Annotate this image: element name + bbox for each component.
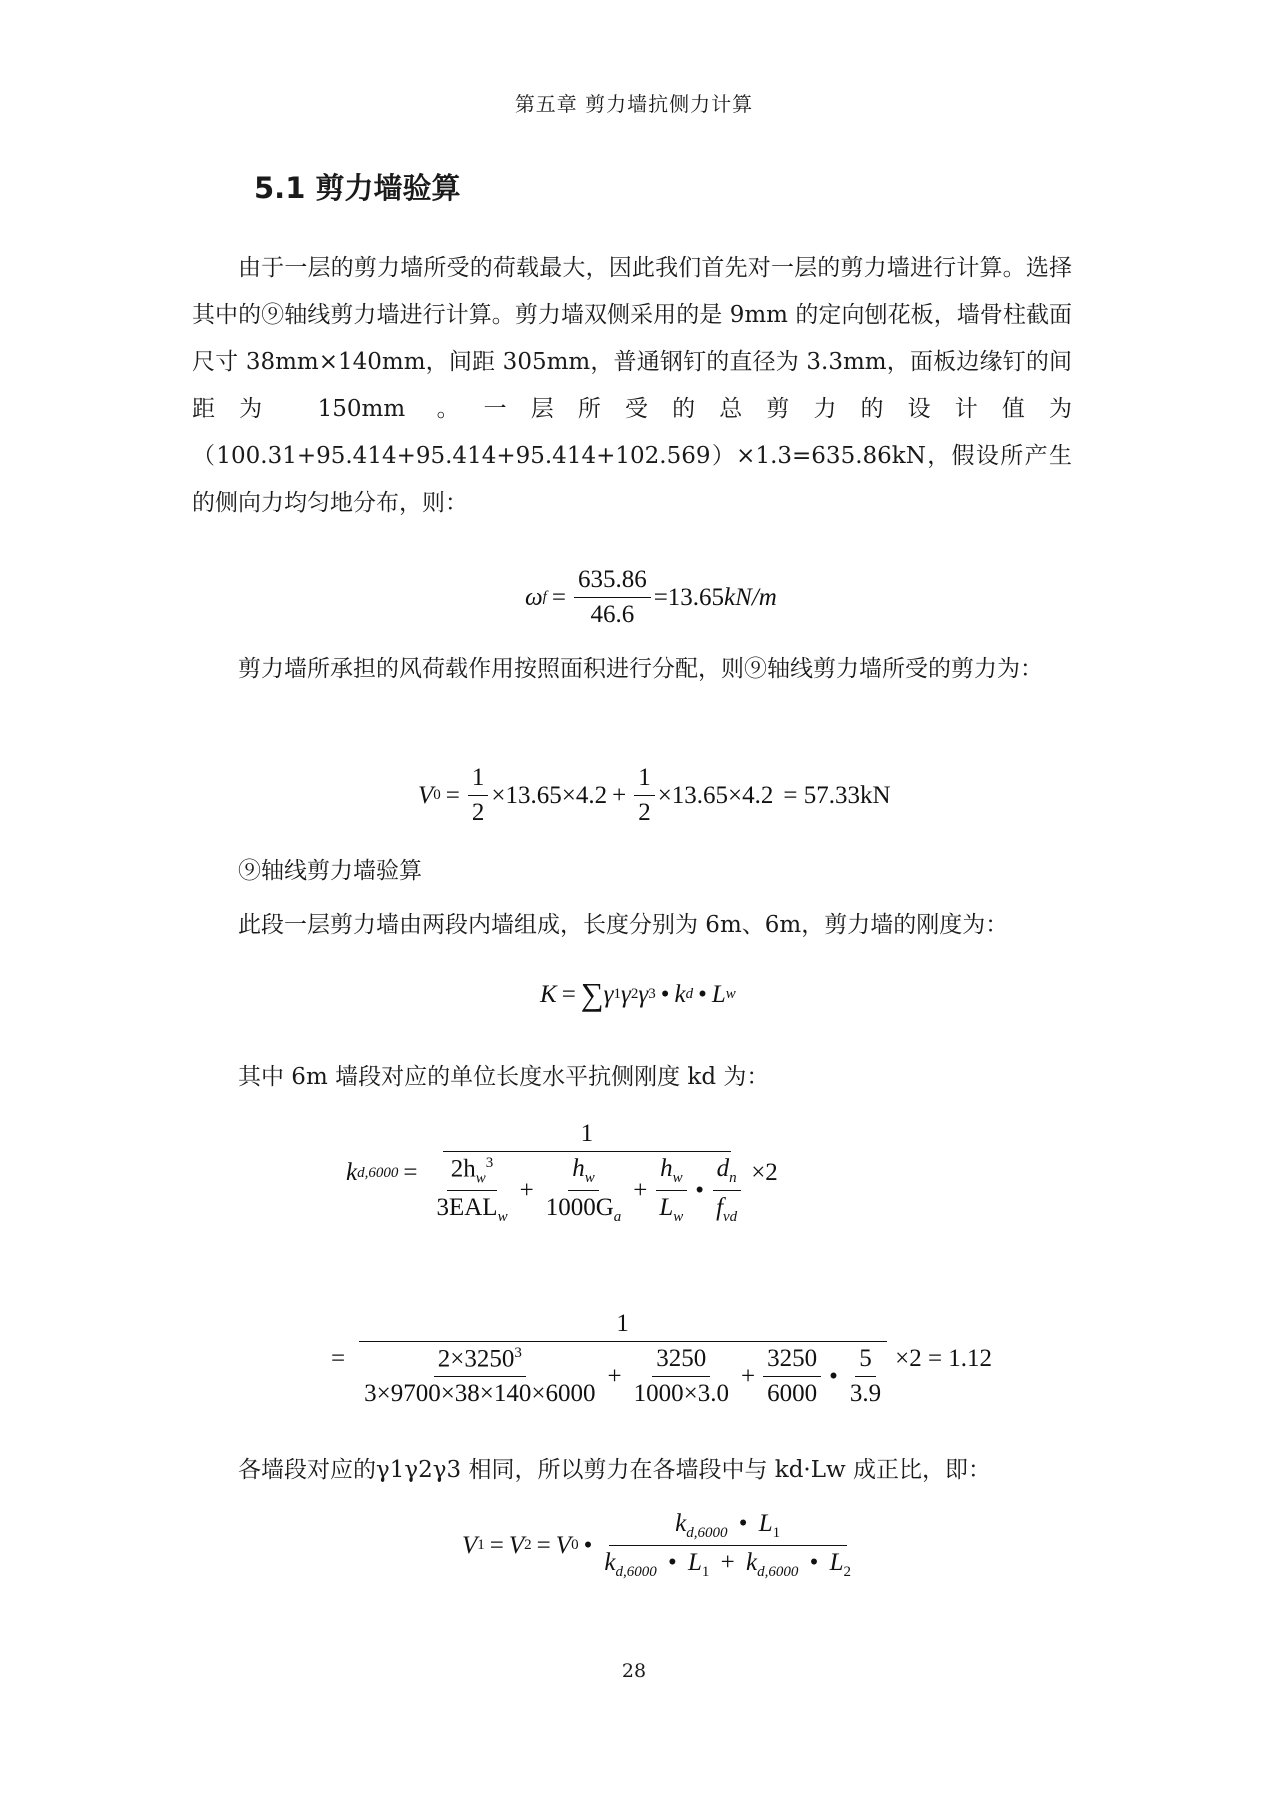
eq-subscript: 2	[843, 1564, 851, 1580]
eq-symbol: k	[745, 1549, 758, 1576]
denominator: f	[716, 1194, 724, 1222]
eq-subscript: d,6000	[757, 1564, 799, 1580]
fraction-main	[353, 1310, 892, 1408]
denominator: L	[659, 1194, 674, 1222]
eq-result: = 57.33kN	[783, 781, 891, 809]
eq-symbol: k	[604, 1549, 616, 1576]
eq-subscript: d,6000	[357, 1164, 399, 1181]
eq-subscript: w	[672, 1170, 683, 1187]
eq-term: ×13.65×4.2	[657, 781, 774, 809]
eq-superscript: 3	[514, 1345, 522, 1361]
numerator: 2h	[450, 1155, 476, 1183]
sum-sign: ∑	[580, 976, 604, 1012]
eq-value: =13.65	[653, 583, 725, 611]
fraction-main	[425, 1120, 748, 1226]
equation-shear-v0: V 0 = $\frac{1}{2}$ ×13.65×4.2 + $\frac{1}{2}$ ×13.65×4.2 = 57.33kN	[418, 764, 891, 826]
eq-symbol: V	[462, 1531, 478, 1559]
fraction	[468, 764, 489, 827]
fraction	[432, 1155, 511, 1226]
denominator: 3EAL	[436, 1194, 498, 1222]
gamma-symbol: γ	[603, 980, 614, 1008]
eq-subscript: d	[685, 986, 694, 1002]
numerator: 2×3250	[437, 1345, 515, 1373]
eq-subscript: d,6000	[615, 1564, 657, 1580]
denominator: 1000×3.0	[633, 1380, 729, 1408]
eq-subscript: 1	[772, 1525, 781, 1541]
eq-subscript: w	[584, 1170, 595, 1187]
numerator: h	[660, 1155, 673, 1183]
eq-symbol: L	[758, 1510, 773, 1537]
paragraph-text: 剪力墙所承担的风荷载作用按照面积进行分配，则⑨轴线剪力墙所受的剪力为：	[238, 656, 1043, 682]
denominator: 46.6	[590, 601, 635, 628]
paragraph-proportional: 各墙段对应的γ1γ2γ3 相同，所以剪力在各墙段中与 kd·Lw 成正比，即：	[238, 1457, 992, 1483]
numerator: 1	[443, 1120, 731, 1152]
denominator: 1000G	[545, 1194, 614, 1222]
fraction	[763, 1345, 821, 1408]
eq-symbol: V	[418, 781, 434, 809]
eq-subscript: n	[729, 1170, 737, 1187]
eq-subscript: a	[613, 1209, 622, 1226]
denominator: 2	[638, 799, 651, 826]
paragraph-text: 由于一层的剪力墙所受的荷载最大，因此我们首先对一层的剪力墙进行计算。选择其中的⑨轴线剪力墙进行计算。剪力墙双侧采用的是 9mm 的定向刨花板，墙骨柱截面尺寸 38mm×140mm，间距 305mm，普通钢钉的直径为 3.3mm，面板边缘钉的间距为 150mm 。一层所受的总剪力的设计值为（100.31+95.414+95.414+95.414+102.569）×1.3=635.86kN，假设所产生的侧向力均匀地分布，则：	[192, 255, 1072, 516]
eq-symbol: K	[540, 980, 557, 1008]
eq-symbol: k	[675, 1510, 687, 1537]
equation-stiffness-k: K = ∑ γ 1 γ 2 γ 3 • k d • L w	[540, 976, 736, 1012]
eq-symbol: V	[508, 1531, 525, 1559]
eq-subscript: 2	[524, 1537, 532, 1553]
numerator: 5	[855, 1345, 876, 1377]
fraction	[846, 1345, 885, 1408]
eq-symbol: V	[555, 1531, 572, 1559]
paragraph-intro	[192, 245, 1072, 527]
eq-subscript: 0	[433, 787, 441, 803]
numerator: 635.86	[574, 566, 651, 598]
fraction	[712, 1155, 741, 1226]
fraction	[634, 764, 655, 827]
eq-superscript: 3	[485, 1155, 494, 1171]
page-number: 28	[621, 1660, 647, 1682]
eq-subscript: 1	[477, 1537, 485, 1553]
eq-subscript: w	[725, 986, 736, 1002]
section-title: 5.1 剪力墙验算	[254, 171, 461, 205]
gamma-symbol: γ	[620, 980, 631, 1008]
eq-subscript: d,6000	[686, 1525, 728, 1541]
subheading: ⑨轴线剪力墙验算	[238, 858, 422, 884]
eq-subscript: 0	[571, 1537, 579, 1553]
fraction	[655, 1155, 687, 1226]
eq-multiplier: ×2	[751, 1159, 778, 1187]
eq-symbol: L	[687, 1549, 702, 1576]
paragraph-kd: 其中 6m 墙段对应的单位长度水平抗侧刚度 kd 为：	[238, 1064, 770, 1090]
numerator: d	[716, 1155, 730, 1183]
fraction	[542, 1155, 626, 1226]
eq-subscript: w	[497, 1209, 508, 1226]
denominator: $\frac{2\times 3250^3}{3\times 9700\times 38\times 140\times 6000}$ + $\frac{3250}{1000\times 3.0}$ + $\frac{3250}{6000}$ • $\frac{5}{3.9}$	[353, 1342, 892, 1408]
eq-symbol: L	[711, 980, 726, 1008]
numerator: 1	[359, 1310, 887, 1342]
eq-symbol: L	[829, 1549, 844, 1576]
numerator: h	[572, 1155, 585, 1183]
denominator: 3×9700×38×140×6000	[364, 1380, 596, 1408]
denominator: 6000	[767, 1380, 818, 1408]
fraction	[574, 566, 651, 629]
eq-term: ×13.65×4.2	[491, 781, 608, 809]
equation-shear-split: V 1 = V 2 = V 0 • $k_{d,6000}$ • $L_1$ $k_{d,6000}$ • $L_1 + k_{d,6000}$ • $L_2$	[462, 1510, 858, 1581]
fraction	[360, 1345, 599, 1408]
equation-kd-formula: k d,6000 = 1 $\frac{2h_w^3}{3EAL_w}$ + $\frac{h_w}{1000G_a}$ + $\frac{h_w}{L_w}$ • $\frac{d_n}{f_{vd}}$ ×2	[346, 1120, 778, 1226]
page-header: 第五章 剪力墙抗侧力计算	[514, 92, 754, 116]
eq-subscript: f	[542, 589, 547, 605]
denominator: 2	[471, 799, 485, 826]
eq-subscript: w	[475, 1170, 486, 1187]
numerator: 3250	[763, 1345, 821, 1377]
denominator: 3.9	[849, 1380, 882, 1408]
fraction	[630, 1345, 733, 1408]
gamma-symbol: γ	[638, 980, 649, 1008]
denominator: $\frac{2h_w^3}{3EAL_w}$ + $\frac{h_w}{1000G_a}$ + $\frac{h_w}{L_w}$ • $\frac{d_n}{f_{vd}}$	[425, 1152, 748, 1226]
eq-symbol: k	[346, 1159, 358, 1187]
numerator: 1	[468, 764, 489, 796]
eq-subscript: vd	[723, 1209, 738, 1226]
equation-kd-numeric: = 1 $\frac{2\times 3250^3}{3\times 9700\times 38\times 140\times 6000}$ + $\frac{3250}{1000\times 3.0}$ + $\frac{3250}{6000}$ • $\frac{5}{3.9}$ ×2 = 1.12	[331, 1310, 993, 1408]
eq-subscript: w	[673, 1209, 684, 1226]
eq-unit: kN/m	[724, 583, 777, 611]
numerator: 1	[634, 764, 655, 796]
eq-symbol: k	[674, 980, 686, 1008]
eq-symbol: ω	[525, 583, 543, 611]
numerator: 3250	[652, 1345, 710, 1377]
paragraph-distribution	[192, 646, 1072, 693]
paragraph-stiffness: 此段一层剪力墙由两段内墙组成，长度分别为 6m、6m，剪力墙的刚度为：	[238, 912, 1009, 938]
fraction: $k_{d,6000}$ • $L_1$ $k_{d,6000}$ • $L_1 + k_{d,6000}$ • $L_2$	[604, 1510, 851, 1580]
eq-result: ×2 = 1.12	[895, 1345, 993, 1373]
equation-wind-load: ω f = $\frac{635.86}{46.6}$ =13.65 kN/m	[525, 566, 777, 628]
eq-subscript: 1	[701, 1564, 710, 1580]
